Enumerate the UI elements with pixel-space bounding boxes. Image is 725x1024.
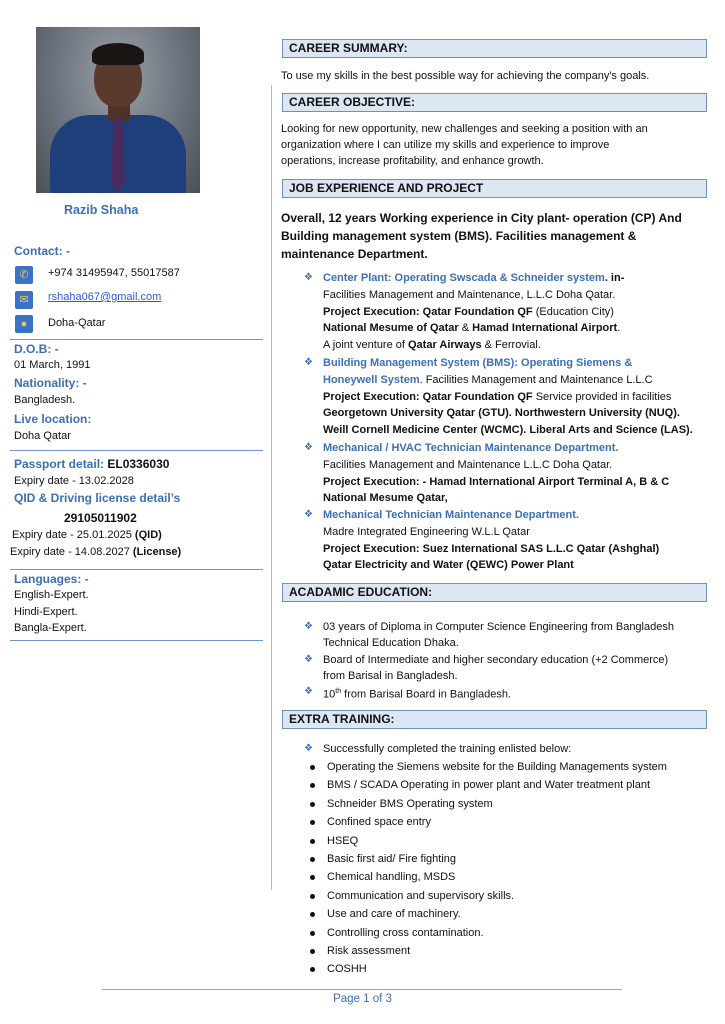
language-item: Bangla-Expert. — [14, 622, 87, 634]
contact-location: Doha-Qatar — [48, 317, 106, 329]
passport-number: EL0336030 — [107, 457, 170, 471]
language-item: English-Expert. — [14, 589, 89, 601]
contact-email-link[interactable]: rshaha067@gmail.com — [48, 291, 162, 303]
diamond-bullet-icon: ❖ — [304, 442, 313, 453]
contact-phone: +974 31495947, 55017587 — [48, 267, 180, 279]
career-objective-text: Looking for new opportunity, new challenges and seeking a position with an organization where I can utilize my skills and experience to improve operations, increase profitability, and enhance growth. — [281, 123, 648, 167]
profile-name: Razib Shaha — [64, 203, 139, 217]
divider — [10, 339, 263, 340]
career-summary-heading: CAREER SUMMARY: — [282, 39, 707, 58]
nationality-label: Nationality: - — [14, 376, 87, 390]
qid-label: QID & Driving license detail’s — [14, 491, 181, 505]
qid-expiry: Expiry date - 25.01.2025 (QID) — [12, 529, 162, 541]
phone-icon: ✆ — [15, 266, 33, 284]
envelope-icon: ✉ — [15, 291, 33, 309]
qid-number: 29105011902 — [64, 511, 137, 525]
training-item: Operating the Siemens website for the Building Managements system — [308, 758, 667, 776]
training-heading: EXTRA TRAINING: — [282, 710, 707, 729]
diamond-bullet-icon: ❖ — [304, 686, 313, 697]
page-number: Page 1 of 3 — [333, 993, 392, 1005]
divider — [10, 569, 263, 570]
career-objective-heading: CAREER OBJECTIVE: — [282, 93, 707, 112]
training-item: Communication and supervisory skills. — [308, 887, 667, 905]
column-divider — [271, 85, 272, 890]
training-item: Basic first aid/ Fire fighting — [308, 850, 667, 868]
divider — [10, 450, 263, 451]
training-item: Controlling cross contamination. — [308, 924, 667, 942]
passport-expiry: Expiry date - 13.02.2028 — [14, 475, 134, 487]
diamond-bullet-icon: ❖ — [304, 357, 313, 368]
job-item: ❖ Center Plant: Operating Swscada & Schneider system. in- Facilities Management and Maintenance, L.L.C Doha Qatar. Project Execution: Qatar Foundation QF (Education City) National Mesume of Qatar & Hamad International Airport. A joint venture of Qatar Airways & Ferrovial. — [304, 272, 625, 352]
training-item: Use and care of machinery. — [308, 905, 667, 923]
job-item: ❖ Building Management System (BMS): Operating Siemens & Honeywell System. Facilities Management and Maintenance L.L.C Project Execution: Qatar Foundation QF Service provided in facilities Georgetown University Qatar (GTU). Northwestern University (NUQ). Weill Cornell Medicine Center (WCMC). Liberal Arts and Science (LAS). — [304, 357, 693, 437]
training-item: Confined space entry — [308, 813, 667, 831]
training-item: COSHH — [308, 960, 667, 978]
diamond-bullet-icon: ❖ — [304, 743, 313, 754]
education-item: ❖ 03 years of Diploma in Computer Science Engineering from Bangladesh Technical Education Dhaka. — [304, 621, 674, 649]
training-item: Schneider BMS Operating system — [308, 795, 667, 813]
contact-heading: Contact: - — [14, 244, 70, 258]
experience-overview: Overall, 12 years Working experience in City plant- operation (CP) And Building management system (BMS). Facilities management & maintenance Department. — [281, 211, 682, 261]
job-item: ❖ Mechanical / HVAC Technician Maintenance Department. Facilities Management and Maintenance L.L.C Doha Qatar. Project Execution: - Hamad International Airport Terminal A, B & C National Mesume Qatar, — [304, 442, 670, 505]
education-heading: ACADAMIC EDUCATION: — [282, 583, 707, 602]
training-item: BMS / SCADA Operating in power plant and Water treatment plant — [308, 776, 667, 794]
diamond-bullet-icon: ❖ — [304, 654, 313, 665]
experience-heading: JOB EXPERIENCE AND PROJECT — [282, 179, 707, 198]
dob-value: 01 March, 1991 — [14, 359, 91, 371]
training-item: HSEQ — [308, 832, 667, 850]
education-item: ❖ Board of Intermediate and higher secondary education (+2 Commerce) from Barisal in Bangladesh. — [304, 654, 669, 682]
footer-divider — [102, 989, 622, 990]
nationality-value: Bangladesh. — [14, 394, 76, 406]
job-item: ❖ Mechanical Technician Maintenance Department. Madre Integrated Engineering W.L.L Qatar Project Execution: Suez International SAS L.L.C Qatar (Ashghal) Qatar Electricity and Water (QEWC) Power Plant — [304, 509, 660, 572]
map-pin-icon: ● — [15, 315, 33, 333]
diamond-bullet-icon: ❖ — [304, 509, 313, 520]
live-location-value: Doha Qatar — [14, 430, 71, 442]
profile-photo — [36, 27, 200, 193]
training-item: Chemical handling, MSDS — [308, 868, 667, 886]
training-intro: ❖ Successfully completed the training enlisted below: — [304, 743, 572, 755]
languages-heading: Languages: - — [14, 572, 89, 586]
divider — [10, 640, 263, 641]
license-expiry: Expiry date - 14.08.2027 (License) — [10, 546, 182, 558]
language-item: Hindi-Expert. — [14, 606, 78, 618]
training-item: Risk assessment — [308, 942, 667, 960]
education-item: ❖ 10th from Barisal Board in Bangladesh. — [304, 686, 512, 701]
passport-label: Passport detail: — [14, 457, 108, 471]
live-location-label: Live location: — [14, 412, 92, 426]
diamond-bullet-icon: ❖ — [304, 272, 313, 283]
diamond-bullet-icon: ❖ — [304, 621, 313, 632]
training-list — [308, 758, 667, 979]
passport-detail — [14, 457, 169, 471]
career-summary-text: To use my skills in the best possible way for achieving the company's goals. — [281, 70, 650, 82]
dob-label: D.O.B: - — [14, 342, 59, 356]
